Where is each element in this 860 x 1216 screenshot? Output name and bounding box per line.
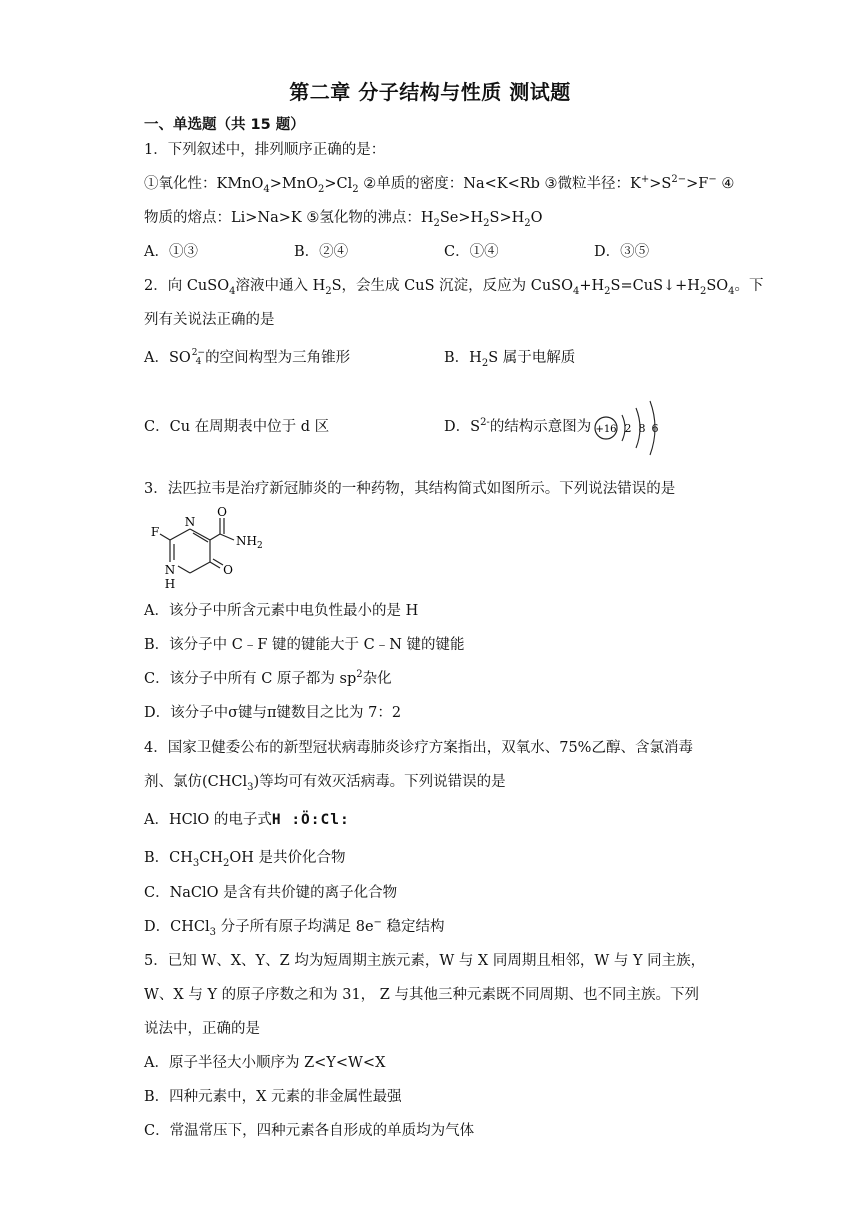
q2-line1: 2．向 CuSO$_4$溶液中通入 $H_2S$，会生成 CuS 沉淀，反应为 $CuSO_4+H_2S=CuS↓+H_2SO_4$。下 [144, 278, 764, 297]
q3-option-d: D．该分子中σ键与π键数目之比为 7：2 [144, 705, 402, 721]
shell-3-count: 6 [651, 422, 659, 435]
sulfide-ion-structure-diagram [590, 398, 662, 456]
section-heading: 一、单选题（共 15 题） [144, 117, 305, 133]
q5-option-a: A．原子半径大小顺序为 Z<Y<W<X [144, 1055, 386, 1071]
atom-n-bottom: N [164, 563, 176, 577]
page-title: 第二章 分子结构与性质 测试题 [289, 80, 571, 104]
q5-line1: 5．已知 W、X、Y、Z 均为短周期主族元素，W 与 X 同周期且相邻，W 与 Y 同主族， [144, 953, 706, 969]
q1-stem: 1．下列叙述中，排列顺序正确的是： [144, 142, 386, 158]
q4-option-b: B．$CH_3CH_2OH$ 是共价化合物 [144, 850, 346, 869]
q1-line3: 物质的熔点：Li>Na>K ⑤氢化物的沸点：$H_2Se>H_2S>H_2O$ [144, 210, 543, 229]
atom-nh2: $NH_2$ [236, 534, 263, 551]
q4-line2: 剂、氯仿(CHCl$_3$)等均可有效灭活病毒。下列说错误的是 [144, 774, 506, 793]
nucleus-label: +16 [595, 424, 617, 435]
q5-option-b: B．四种元素中，X 元素的非金属性最强 [144, 1089, 402, 1105]
q5-line3: 说法中，正确的是 [144, 1021, 260, 1037]
atom-f: F [150, 525, 160, 539]
q5-option-c: C．常温常压下，四种元素各自形成的单质均为气体 [144, 1123, 475, 1139]
q2-option-b: B．$H_2S$ 属于电解质 [444, 350, 576, 369]
q1-option-b: B．②④ [294, 244, 349, 260]
q1-option-c: C．①④ [444, 244, 499, 260]
q2-option-a: A．SO 2− 4 的空间构型为三角锥形 [144, 348, 351, 367]
q4-option-d: D．CHCl$_3$ 分子所有原子均满足 8e− 稳定结构 [144, 917, 445, 938]
favipiravir-structure [140, 504, 270, 592]
atom-o-carbonyl: O [217, 505, 227, 519]
atom-h: H [164, 577, 176, 591]
q2-option-c: C．Cu 在周期表中位于 d 区 [144, 419, 330, 435]
shell-1-count: 2 [624, 422, 632, 435]
q2-line2: 列有关说法正确的是 [144, 312, 275, 328]
q4-option-c: C．NaClO 是含有共价键的离子化合物 [144, 885, 398, 901]
q1-option-a: A．①③ [144, 244, 198, 260]
q3-option-c: C．该分子中所有 C 原子都为 $sp^2$杂化 [144, 669, 392, 687]
q1-line2: ①氧化性：$KMnO_4>MnO_2>Cl_2$ ②单质的密度：Na<K<Rb ③微粒半径：$K^+>S^{2-}>F^-$ ④ [144, 174, 735, 195]
q3-option-a: A．该分子中所含元素中电负性最小的是 H [144, 603, 419, 619]
q3-stem: 3．法匹拉韦是治疗新冠肺炎的一种药物，其结构简式如图所示。下列说法错误的是 [144, 481, 676, 497]
shell-2-count: 8 [638, 422, 646, 435]
q2-option-d: D．$S^{2-}$的结构示意图为 [444, 417, 592, 435]
q4-option-a: A．HClO 的电子式H :Ö:Cl: [144, 812, 350, 828]
q5-line2: W、X 与 Y 的原子序数之和为 31， Z 与其他三种元素既不同周期、也不同主族。下列 [144, 987, 699, 1003]
hclo-electron-formula: H :Ö:Cl: [271, 812, 350, 828]
q1-option-d: D．③⑤ [594, 244, 650, 260]
atom-n-top: N [184, 515, 196, 529]
q4-line1: 4．国家卫健委公布的新型冠状病毒肺炎诊疗方案指出，双氧水、75%乙醇、含氯消毒 [144, 740, 693, 756]
q3-option-b: B．该分子中 C﹣F 键的键能大于 C﹣N 键的键能 [144, 637, 465, 653]
atom-o-ring: O [223, 563, 233, 577]
